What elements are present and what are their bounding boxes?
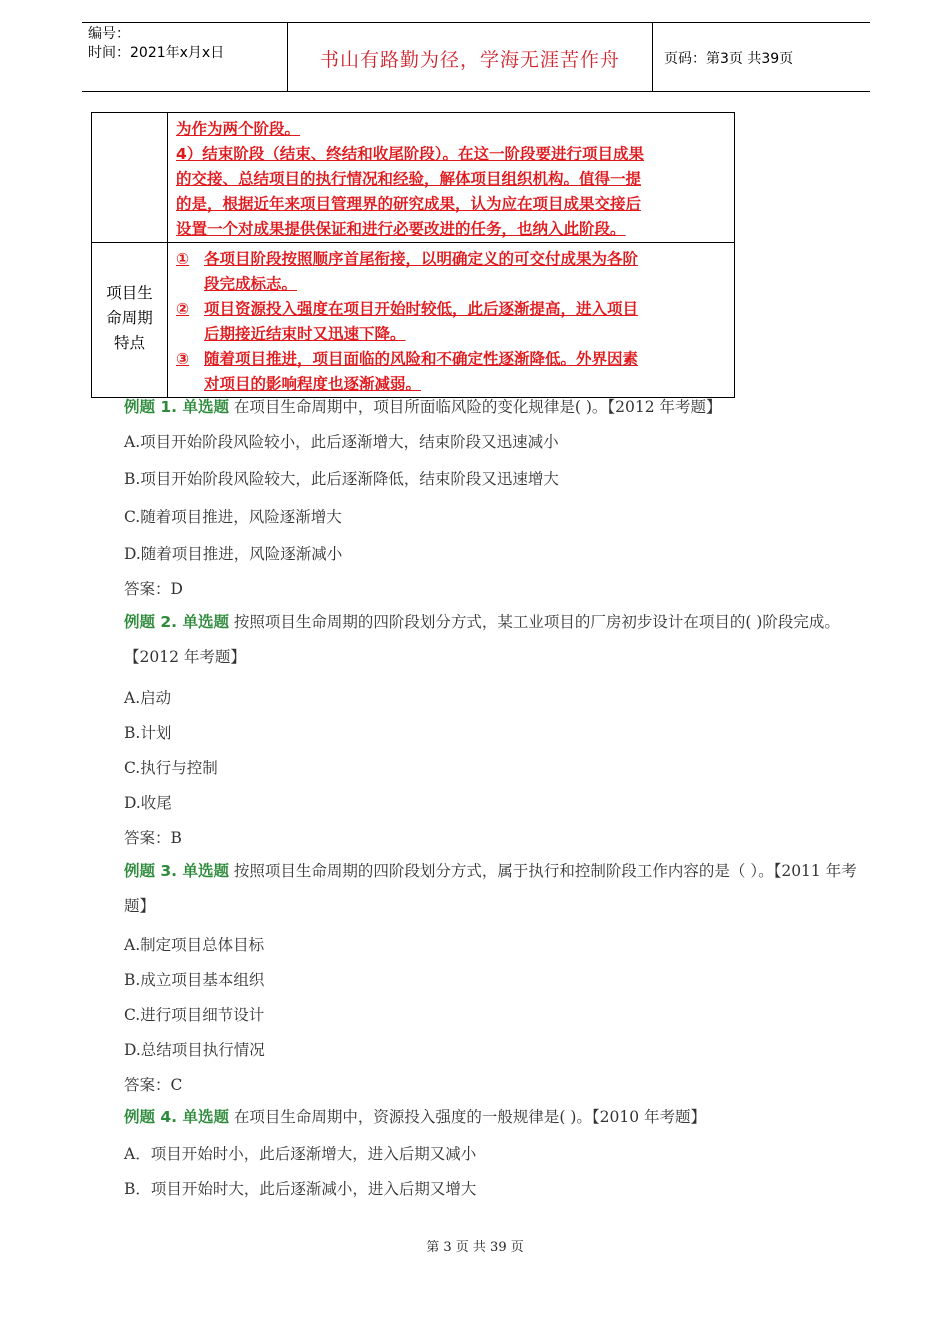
text-line: 为作为两个阶段。 bbox=[176, 120, 301, 138]
option-a: A.启动 bbox=[124, 689, 172, 707]
table-cell-empty bbox=[92, 113, 168, 243]
text-line: 随着项目推进，项目面临的风险和不确定性逐渐降低。外界因素 bbox=[204, 350, 639, 368]
header-number: 编号： bbox=[88, 26, 130, 42]
question-text: 在项目生命周期中，资源投入强度的一般规律是( )。【2010 年考题】 bbox=[233, 1108, 707, 1126]
header-time: 时间：2021年x月x日 bbox=[88, 45, 225, 61]
table-row bbox=[92, 243, 735, 398]
question-stem bbox=[124, 854, 866, 924]
option-a: A．项目开始时小，此后逐渐增大，进入后期又减小 bbox=[124, 1145, 477, 1163]
text-line: 各项目阶段按照顺序首尾衔接，以明确定义的可交付成果为各阶 bbox=[204, 250, 639, 268]
option-b: B.计划 bbox=[124, 724, 172, 742]
label-line: 命周期 bbox=[106, 309, 153, 327]
header-meta bbox=[88, 25, 224, 63]
header-motto: 书山有路勤为径，学海无涯苦作舟 bbox=[319, 49, 620, 71]
option-c: C.执行与控制 bbox=[124, 759, 218, 777]
option-d: D.随着项目推进，风险逐渐减小 bbox=[124, 545, 343, 563]
answer: 答案：B bbox=[124, 829, 182, 847]
header-page-info: 页码：第3页 共39页 bbox=[664, 51, 794, 67]
page-header bbox=[82, 22, 870, 92]
option-a: A.项目开始阶段风险较小，此后逐渐增大，结束阶段又迅速减小 bbox=[124, 433, 559, 451]
question-heading: 例题 3. 单选题 bbox=[124, 862, 229, 880]
option-c: C.随着项目推进，风险逐渐增大 bbox=[124, 508, 342, 526]
question-heading: 例题 1. 单选题 bbox=[124, 398, 229, 416]
option-c: C.进行项目细节设计 bbox=[124, 1006, 265, 1024]
text-line: 的交接、总结项目的执行情况和经验，解体项目组织机构。值得一提 bbox=[176, 170, 642, 188]
option-b: B．项目开始时大，此后逐渐减小，进入后期又增大 bbox=[124, 1180, 477, 1198]
list-item bbox=[176, 297, 728, 347]
list-item bbox=[176, 247, 728, 297]
label-line: 特点 bbox=[113, 334, 145, 352]
question-stem bbox=[124, 1100, 866, 1135]
option-a: A.制定项目总体目标 bbox=[124, 936, 265, 954]
answer: 答案：D bbox=[124, 580, 183, 598]
question-stem bbox=[124, 605, 866, 675]
header-divider bbox=[652, 23, 653, 91]
option-d: D.收尾 bbox=[124, 794, 172, 812]
question-text: 按照项目生命周期的四阶段划分方式，属于执行和控制阶段工作内容的是（ ）。【2011 年考题】 bbox=[124, 862, 857, 915]
table-cell-content bbox=[168, 243, 735, 398]
answer: 答案：C bbox=[124, 1076, 183, 1094]
table-cell-content bbox=[168, 113, 735, 243]
item-number: ① bbox=[176, 250, 190, 268]
text-line: 设置一个对成果提供保证和进行必要改进的任务，也纳入此阶段。 bbox=[176, 220, 626, 238]
table-row bbox=[92, 113, 735, 243]
option-b: B.项目开始阶段风险较大，此后逐渐降低，结束阶段又迅速增大 bbox=[124, 470, 559, 488]
item-number: ③ bbox=[176, 350, 190, 368]
option-b: B.成立项目基本组织 bbox=[124, 971, 265, 989]
page-footer: 第 3 页 共 39 页 bbox=[426, 1240, 524, 1255]
text-line: 项目资源投入强度在项目开始时较低，此后逐渐提高，进入项目 bbox=[204, 300, 639, 318]
question-heading: 例题 4. 单选题 bbox=[124, 1108, 229, 1126]
text-line: 4）结束阶段（结束、终结和收尾阶段）。在这一阶段要进行项目成果 bbox=[176, 145, 645, 163]
table-cell-label bbox=[92, 243, 168, 398]
text-line: 的是，根据近年来项目管理界的研究成果，认为应在项目成果交接后 bbox=[176, 195, 642, 213]
text-line: 对项目的影响程度也逐渐减弱。 bbox=[204, 375, 422, 393]
option-d: D.总结项目执行情况 bbox=[124, 1041, 265, 1059]
question-text: 按照项目生命周期的四阶段划分方式，某工业项目的厂房初步设计在项目的( )阶段完成。【2012 年考题】 bbox=[124, 613, 840, 666]
question-text: 在项目生命周期中，项目所面临风险的变化规律是( )。【2012 年考题】 bbox=[233, 398, 722, 416]
text-line: 段完成标志。 bbox=[204, 275, 298, 293]
lifecycle-table bbox=[91, 112, 735, 398]
item-number: ② bbox=[176, 300, 190, 318]
question-heading: 例题 2. 单选题 bbox=[124, 613, 229, 631]
label-line: 项目生 bbox=[106, 284, 153, 302]
question-stem bbox=[124, 390, 866, 425]
text-line: 后期接近结束时又迅速下降。 bbox=[204, 325, 406, 343]
